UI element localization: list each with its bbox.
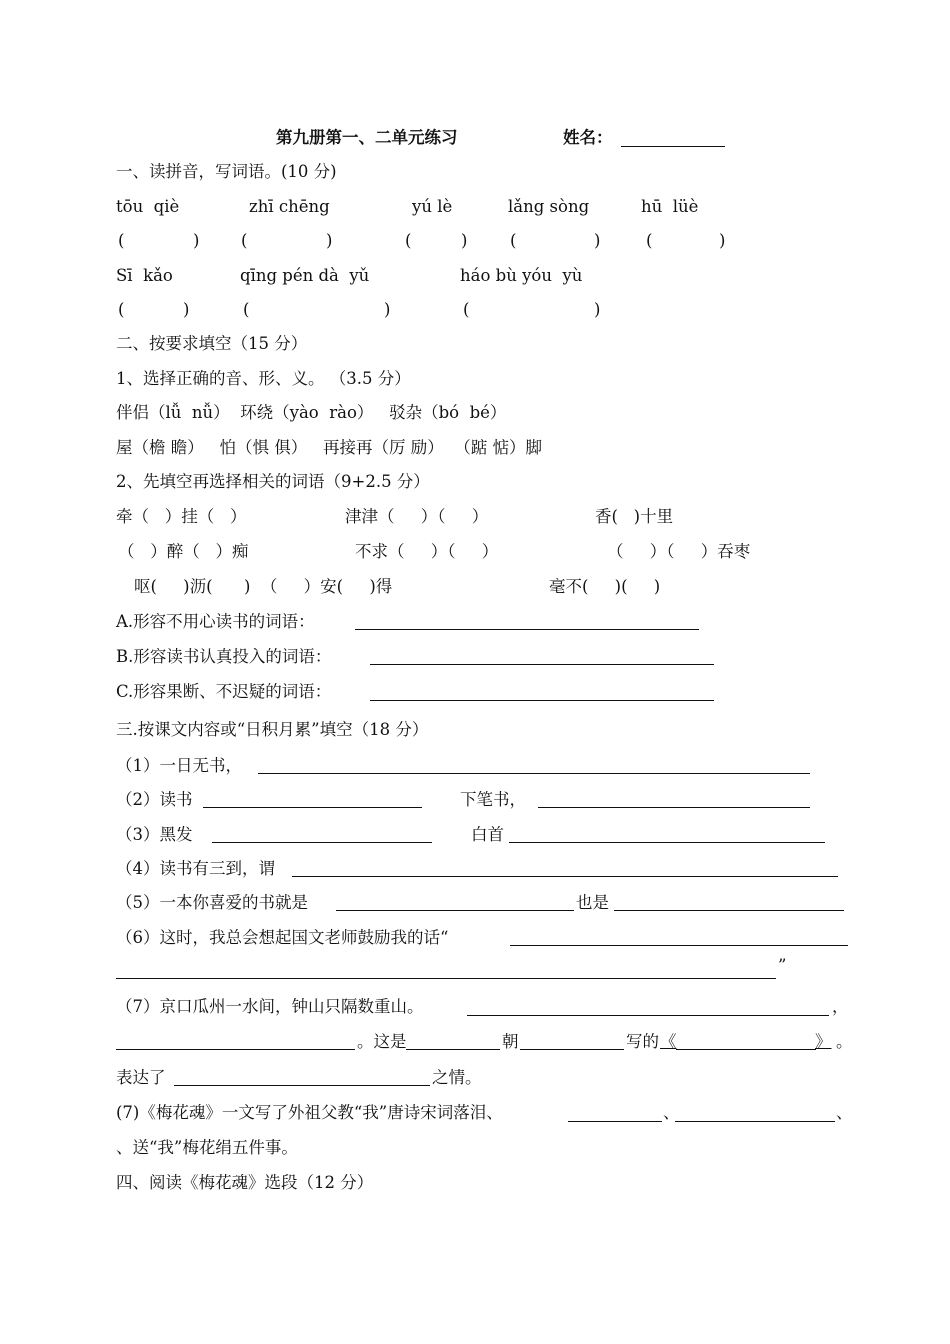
- fill-item[interactable]: 牵（ ）挂（ ）: [116, 507, 247, 526]
- name-label: 姓名：: [563, 128, 613, 147]
- item-2: （2）读书: [116, 790, 193, 809]
- fill-item[interactable]: 毫不( )( ): [549, 577, 661, 596]
- answer-line[interactable]: [116, 978, 776, 979]
- item-3b: 白首: [471, 825, 504, 844]
- prompt-c: C.形容果断、不迟疑的词语：: [116, 682, 332, 701]
- answer-line-a[interactable]: [355, 629, 699, 630]
- name-field[interactable]: [621, 146, 725, 147]
- item-7-text: 之情。: [432, 1068, 482, 1087]
- fill-item[interactable]: 呕( )沥( ) （ ）安( )得: [134, 577, 393, 596]
- pinyin-5: hū lüè: [641, 197, 699, 216]
- fill-item[interactable]: 津津（ ）（ ）: [345, 507, 489, 526]
- fill-item[interactable]: 香( )十里: [595, 507, 674, 526]
- choice-line-2[interactable]: 屋（檐 瞻） 怕（惧 俱） 再接再（厉 励） （踮 惦）脚: [116, 438, 542, 457]
- item-8-sep: 、: [663, 1103, 680, 1122]
- answer-line[interactable]: [406, 1049, 500, 1050]
- item-8: (7)《梅花魂》一文写了外祖父教“我”唐诗宋词落泪、: [116, 1103, 503, 1122]
- item-7-text: 。这是: [357, 1032, 407, 1051]
- answer-line[interactable]: [509, 842, 825, 843]
- fill-item[interactable]: 不求（ ）（ ）: [355, 542, 499, 561]
- item-6: （6）这时，我总会想起国文老师鼓励我的话“: [116, 928, 449, 947]
- answer-line[interactable]: [520, 1049, 624, 1050]
- item-1: （1）一日无书，: [116, 756, 242, 775]
- pinyin-3: yú lè: [412, 197, 453, 216]
- answer-line[interactable]: [676, 1049, 816, 1050]
- item-7-text: 《: [660, 1032, 677, 1051]
- pinyin-2: zhī chēng: [249, 197, 330, 216]
- answer-line[interactable]: [467, 1015, 829, 1016]
- answer-line[interactable]: [568, 1121, 662, 1122]
- quote-close: ”: [778, 956, 787, 975]
- worksheet-page: 第九册第一、二单元练习 姓名： 一、读拼音，写词语。(10 分) tōu qiè zhī chēng yú lè lǎng sòng hū lüè ( ) ( ) ( ) ( ) ( ) Sī kǎo qīng pén dà yǔ háo bù yóu yù ( ) ( ) ( ) 二、按要求填空（15 分） 1、选择正确的音、形、义。 （3.5 分） 伴侣（lǚ nǚ） 环绕（yào rào） 驳杂（bó bé） 屋（檐 瞻） 怕（惧 俱） 再接再（厉 励） （踮 惦）脚 2、先填空再选择相关的词语（9+2.5 分） 牵（ ）挂（ ） 津津（ ）（ ） 香( )十里 （ ）醉（ ）痴 不求（ ）（ ） （ ）（ ）吞枣 呕( )沥( ) （ ）安( )得 毫不( )( ) A.形容不用心读书的词语： B.形容读书认真投入的词语： C.形容果断、不迟疑的词语： 三.按课文内容或“日积月累”填空（18 分） （1）一日无书， （2）读书 下笔书， （3）黑发 白首 （4）读书有三到，谓 （5）一本你喜爱的书就是 也是 （6）这时，我总会想起国文老师鼓励我的话“ ” （7）京口瓜州一水间，钟山只隔数重山。 ， 。这是 朝 写的 《 》 。 表达了 之情。 (7)《梅花魂》一文写了外祖父教“我”唐诗宋词落泪、 、 、 、送“我”梅花绢五件事。 四、阅读《梅花魂》选段（12 分）: [116, 128, 853, 1192]
- answer-line[interactable]: [174, 1085, 430, 1086]
- choice-line-1[interactable]: 伴侣（lǚ nǚ） 环绕（yào rào） 驳杂（bó bé）: [116, 403, 507, 422]
- item-7: （7）京口瓜州一水间，钟山只隔数重山。: [116, 997, 424, 1016]
- item-2b: 下笔书，: [460, 790, 526, 809]
- item-8-sep: 、: [836, 1103, 853, 1122]
- pinyin-4: lǎng sòng: [508, 197, 590, 216]
- answer-line-b[interactable]: [370, 664, 714, 665]
- pinyin-6: Sī kǎo: [116, 266, 173, 285]
- prompt-b: B.形容读书认真投入的词语：: [116, 647, 332, 666]
- item-5: （5）一本你喜爱的书就是: [116, 893, 308, 912]
- item-7-text: 表达了: [116, 1068, 166, 1087]
- question-2-2: 2、先填空再选择相关的词语（9+2.5 分）: [116, 472, 430, 491]
- answer-line[interactable]: [203, 807, 422, 808]
- answer-line[interactable]: [510, 945, 848, 946]
- section-3-heading: 三.按课文内容或“日积月累”填空（18 分）: [116, 720, 429, 739]
- answer-line-c[interactable]: [370, 700, 714, 701]
- fill-item[interactable]: （ ）醉（ ）痴: [118, 542, 249, 561]
- item-7-text: 。: [836, 1032, 853, 1051]
- answer-line[interactable]: [336, 910, 574, 911]
- question-2-1: 1、选择正确的音、形、义。 （3.5 分）: [116, 369, 411, 388]
- item-8-text: 、送“我”梅花绢五件事。: [116, 1138, 298, 1157]
- pinyin-7: qīng pén dà yǔ: [240, 266, 370, 285]
- comma: ，: [832, 997, 849, 1016]
- item-4: （4）读书有三到，谓: [116, 859, 275, 878]
- item-7-text: 写的: [626, 1032, 659, 1051]
- answer-line[interactable]: [614, 910, 844, 911]
- section-2-heading: 二、按要求填空（15 分）: [116, 334, 308, 353]
- answer-line[interactable]: [258, 773, 810, 774]
- section-1-heading: 一、读拼音，写词语。(10 分): [116, 162, 337, 181]
- answer-line[interactable]: [116, 1049, 355, 1050]
- item-3: （3）黑发: [116, 825, 193, 844]
- prompt-a: A.形容不用心读书的词语：: [116, 612, 315, 631]
- item-7-text: 》: [815, 1032, 832, 1051]
- item-5b: 也是: [576, 893, 609, 912]
- section-4-heading: 四、阅读《梅花魂》选段（12 分）: [116, 1173, 374, 1192]
- pinyin-8: háo bù yóu yù: [460, 266, 583, 285]
- answer-line[interactable]: [212, 842, 432, 843]
- answer-line[interactable]: [292, 876, 838, 877]
- pinyin-1: tōu qiè: [116, 197, 180, 216]
- fill-item[interactable]: （ ）（ ）吞枣: [607, 542, 751, 561]
- answer-line[interactable]: [675, 1121, 835, 1122]
- item-7-text: 朝: [502, 1032, 519, 1051]
- page-title: 第九册第一、二单元练习: [276, 128, 458, 147]
- answer-line[interactable]: [538, 807, 810, 808]
